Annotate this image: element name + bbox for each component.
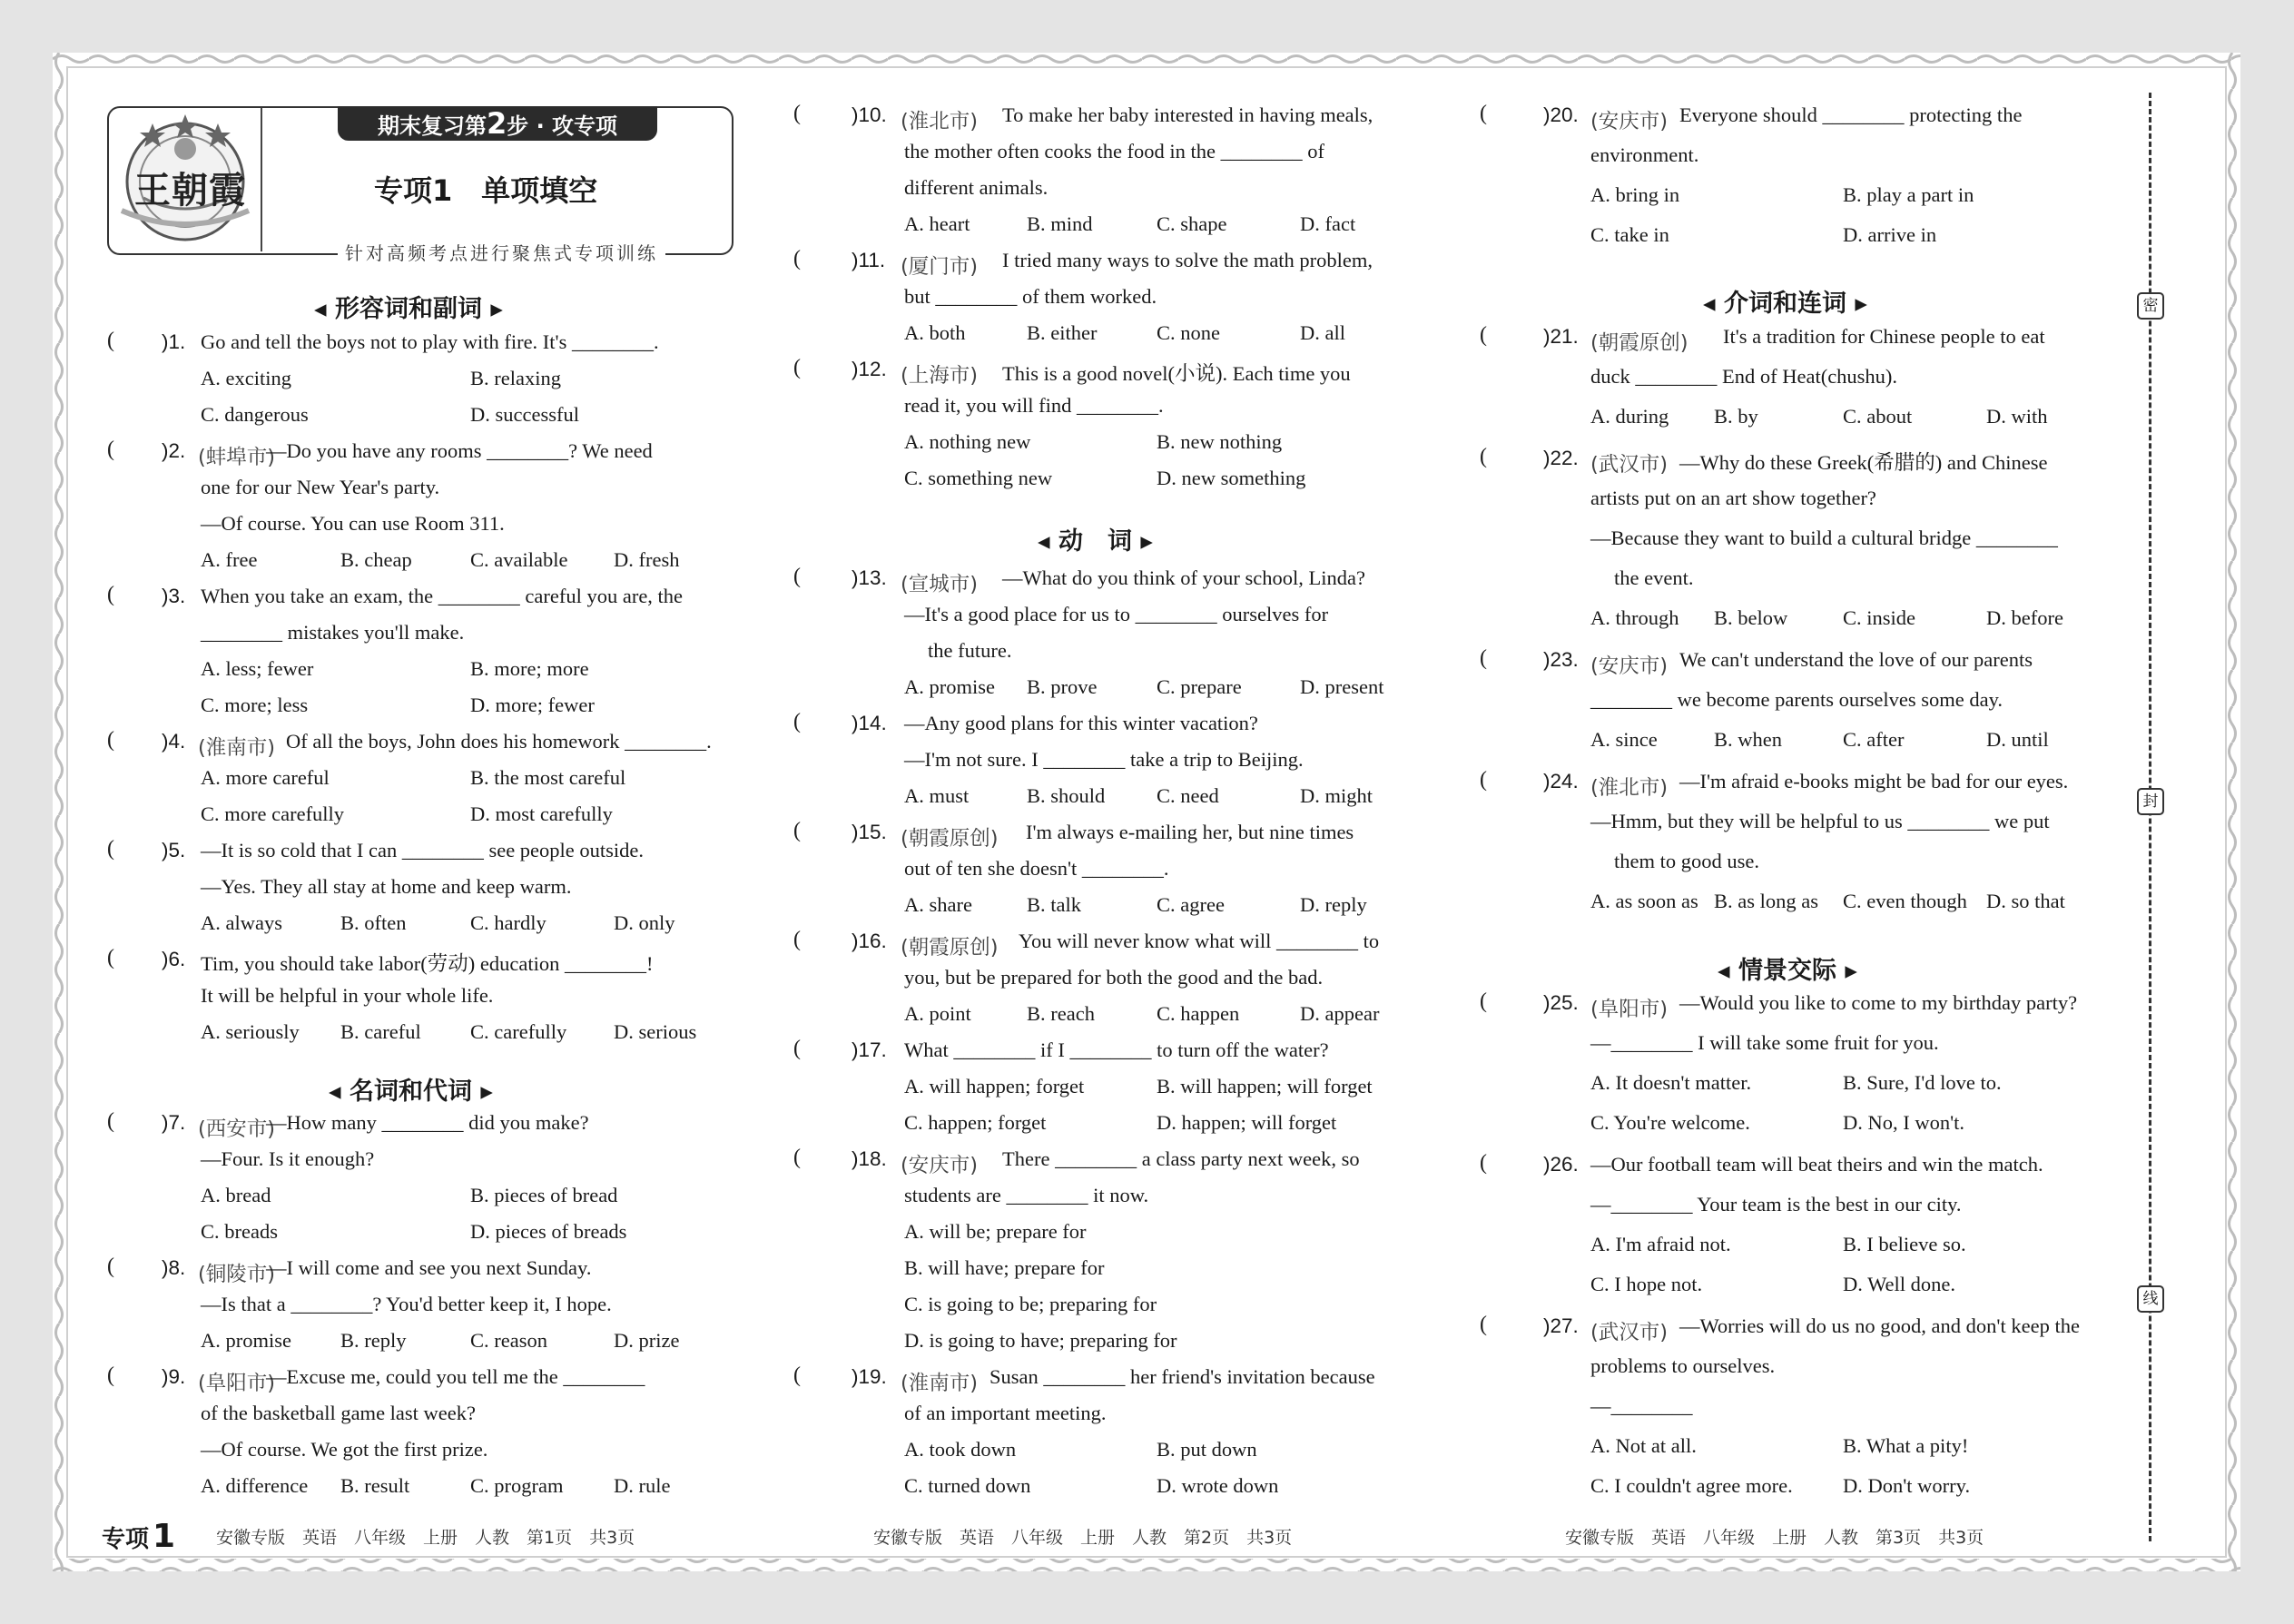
footer-label: 专项 1 <box>102 1518 176 1555</box>
question-number: )15. <box>852 821 887 843</box>
answer-slot[interactable]: ( <box>107 1255 114 1278</box>
answer-slot[interactable]: ( <box>1480 445 1487 468</box>
option[interactable]: D. wrote down <box>1157 1474 1279 1497</box>
question-number: )22. <box>1543 447 1579 469</box>
question-source: (武汉市) <box>1590 453 1669 477</box>
question-text: but ________ of them worked. <box>904 285 1157 308</box>
option[interactable]: C. happen; forget <box>904 1111 1047 1134</box>
question-number: )18. <box>852 1147 887 1170</box>
option[interactable]: A. exciting <box>201 367 291 389</box>
question-number: )19. <box>852 1365 887 1388</box>
banner-step: 2 <box>486 106 507 141</box>
question-text: We can't understand the love of our parents <box>1679 648 2033 671</box>
question-text: —Would you like to come to my birthday party? <box>1679 991 2078 1014</box>
option[interactable]: B. will have; prepare for <box>904 1256 1105 1279</box>
option[interactable]: B. play a part in <box>1843 183 1974 206</box>
answer-slot[interactable]: ( <box>1480 1313 1487 1336</box>
option[interactable]: D. appear <box>1300 1002 1380 1025</box>
question-text: Go and tell the boys not to play with fire. It's ________. <box>201 330 659 353</box>
option[interactable]: C. inside <box>1843 606 1916 629</box>
answer-slot[interactable]: ( <box>1480 102 1487 125</box>
question-text: —Worries will do us no good, and don't keep the <box>1679 1314 2080 1337</box>
answer-slot[interactable]: ( <box>1480 768 1487 792</box>
option[interactable]: A. promise <box>904 675 995 698</box>
option[interactable]: B. often <box>340 911 407 934</box>
option[interactable]: A. Not at all. <box>1590 1434 1697 1457</box>
option[interactable]: D. is going to have; preparing for <box>904 1329 1177 1352</box>
option[interactable]: D. No, I won't. <box>1843 1111 1965 1134</box>
question-number: )27. <box>1543 1314 1579 1337</box>
question-text: —Of course. We got the first prize. <box>201 1438 488 1461</box>
answer-slot[interactable]: ( <box>1480 1151 1487 1175</box>
footer-page-2: 安徽专版 英语 八年级 上册 人教 第2页 共3页 <box>873 1528 1293 1548</box>
option[interactable]: C. reason <box>470 1329 547 1352</box>
answer-slot[interactable]: ( <box>793 356 801 379</box>
option[interactable]: C. I hope not. <box>1590 1273 1703 1295</box>
answer-slot[interactable]: ( <box>793 819 801 842</box>
option[interactable]: A. heart <box>904 212 970 235</box>
option[interactable]: C. happen <box>1157 1002 1240 1025</box>
option[interactable]: B. the most careful <box>470 766 626 789</box>
question-text: —How many ________ did you make? <box>266 1111 589 1134</box>
question-number: )4. <box>162 730 186 753</box>
option[interactable]: B. either <box>1027 321 1098 344</box>
option[interactable]: A. It doesn't matter. <box>1590 1071 1752 1094</box>
option[interactable]: A. both <box>904 321 966 344</box>
option[interactable]: D. until <box>1986 728 2049 751</box>
question-number: )6. <box>162 948 186 970</box>
option[interactable]: D. reply <box>1300 893 1367 916</box>
question-source: (淮南市) <box>198 736 276 760</box>
option[interactable]: D. Don't worry. <box>1843 1474 1971 1497</box>
seal-mark: 线 <box>2137 1285 2164 1313</box>
answer-slot[interactable]: ( <box>107 946 114 969</box>
option[interactable]: B. result <box>340 1474 410 1497</box>
question-source: (安庆市) <box>901 1154 979 1177</box>
header-divider <box>261 108 262 251</box>
question-text: different animals. <box>904 176 1049 199</box>
option[interactable]: B. as long as <box>1714 890 1818 912</box>
question-text: —Excuse me, could you tell me the ________ <box>266 1365 645 1388</box>
question-text: ________ mistakes you'll make. <box>201 621 465 644</box>
option[interactable]: D. fresh <box>614 548 680 571</box>
option[interactable]: D. rule <box>614 1474 671 1497</box>
section-verb: ◂ 动 词 ▸ <box>1038 527 1153 556</box>
question-text: —Of course. You can use Room 311. <box>201 512 505 535</box>
question-text: one for our New Year's party. <box>201 476 440 498</box>
question-number: )8. <box>162 1256 186 1279</box>
answer-slot[interactable]: ( <box>793 102 801 125</box>
answer-slot[interactable]: ( <box>107 1363 114 1387</box>
option[interactable]: D. with <box>1986 405 2048 428</box>
question-source: (厦门市) <box>901 255 979 279</box>
option[interactable]: D. pieces of breads <box>470 1220 627 1243</box>
option[interactable]: C. prepare <box>1157 675 1242 698</box>
question-source: (朝霞原创) <box>901 936 999 960</box>
answer-slot[interactable]: ( <box>107 583 114 606</box>
option[interactable]: A. seriously <box>201 1020 300 1043</box>
option[interactable]: B. cheap <box>340 548 412 571</box>
option[interactable]: B. I believe so. <box>1843 1233 1966 1255</box>
question-text: of the basketball game last week? <box>201 1402 477 1424</box>
answer-slot[interactable]: ( <box>1480 323 1487 347</box>
question-text: Everyone should ________ protecting the <box>1679 103 2023 126</box>
page-title: 专项1 单项填空 <box>374 173 598 208</box>
option[interactable]: D. present <box>1300 675 1384 698</box>
option[interactable]: B. relaxing <box>470 367 561 389</box>
question-text: environment. <box>1590 143 1699 166</box>
question-text: the mother often cooks the food in the ________ of <box>904 140 1325 162</box>
question-text: I'm always e-mailing her, but nine times <box>1026 821 1354 843</box>
option[interactable]: B. below <box>1714 606 1788 629</box>
question-number: )25. <box>1543 991 1579 1014</box>
question-text: —What do you think of your school, Linda? <box>1002 566 1365 589</box>
question-source: (蚌埠市) <box>198 446 276 469</box>
question-text: of an important meeting. <box>904 1402 1107 1424</box>
answer-slot[interactable]: ( <box>793 247 801 271</box>
question-text: —Why do these Greek(希腊的) and Chinese <box>1679 451 2048 474</box>
footer-page-3: 安徽专版 英语 八年级 上册 人教 第3页 共3页 <box>1565 1528 1984 1548</box>
question-text: —________ <box>1590 1394 1693 1417</box>
option[interactable]: D. Well done. <box>1843 1273 1956 1295</box>
subtitle: 针对高频考点进行聚焦式专项训练 <box>338 239 665 265</box>
answer-slot[interactable]: ( <box>107 1109 114 1133</box>
section-title: 介词和连词 <box>1723 290 1846 318</box>
option[interactable]: D. new something <box>1157 467 1306 489</box>
answer-slot[interactable]: ( <box>107 329 114 352</box>
option[interactable]: C. is going to be; preparing for <box>904 1293 1157 1315</box>
option[interactable]: C. after <box>1843 728 1905 751</box>
option[interactable]: D. might <box>1300 784 1373 807</box>
option[interactable]: C. more; less <box>201 694 309 716</box>
question-text: read it, you will find ________. <box>904 394 1164 417</box>
option[interactable]: D. fact <box>1300 212 1356 235</box>
question-number: )1. <box>162 330 186 353</box>
option[interactable]: C. need <box>1157 784 1219 807</box>
question-number: )12. <box>852 358 887 380</box>
seal-mark: 封 <box>2137 788 2164 815</box>
question-number: )10. <box>852 103 887 126</box>
option[interactable]: D. happen; will forget <box>1157 1111 1337 1134</box>
option[interactable]: B. by <box>1714 405 1758 428</box>
option[interactable]: D. prize <box>614 1329 680 1352</box>
question-number: )21. <box>1543 325 1579 348</box>
question-text: —Hmm, but they will be helpful to us ________ we put <box>1590 810 2050 832</box>
answer-slot[interactable]: ( <box>793 1146 801 1169</box>
question-text: the event. <box>1614 566 1694 589</box>
option[interactable]: A. will be; prepare for <box>904 1220 1087 1243</box>
footer-page-1: 安徽专版 英语 八年级 上册 人教 第1页 共3页 <box>216 1528 635 1548</box>
question-number: )17. <box>852 1038 887 1061</box>
option[interactable]: C. available <box>470 548 568 571</box>
answer-slot[interactable]: ( <box>107 728 114 752</box>
question-text: —Any good plans for this winter vacation? <box>904 712 1258 734</box>
option[interactable]: A. as soon as <box>1590 890 1698 912</box>
question-source: (武汉市) <box>1590 1321 1669 1344</box>
question-text: —It's a good place for us to ________ ourselves for <box>904 603 1329 625</box>
question-number: )3. <box>162 585 186 607</box>
question-number: )14. <box>852 712 887 734</box>
option[interactable]: A. promise <box>201 1329 291 1352</box>
answer-slot[interactable]: ( <box>793 1037 801 1060</box>
option[interactable]: C. take in <box>1590 223 1669 246</box>
option[interactable]: B. mind <box>1027 212 1093 235</box>
question-text: —Because they want to build a cultural bridge ________ <box>1590 527 2058 549</box>
question-number: )13. <box>852 566 887 589</box>
option[interactable]: B. should <box>1027 784 1106 807</box>
option[interactable]: C. even though <box>1843 890 1967 912</box>
question-text: When you take an exam, the ________ careful you are, the <box>201 585 684 607</box>
question-text: It's a tradition for Chinese people to eat <box>1723 325 2045 348</box>
option[interactable]: A. point <box>904 1002 971 1025</box>
option[interactable]: A. bring in <box>1590 183 1680 206</box>
option[interactable]: C. I couldn't agree more. <box>1590 1474 1793 1497</box>
question-text: —Four. Is it enough? <box>201 1147 375 1170</box>
answer-slot[interactable]: ( <box>107 438 114 461</box>
question-text: —I'm afraid e-books might be bad for our eyes. <box>1679 770 2069 792</box>
question-text: —I will come and see you next Sunday. <box>266 1256 592 1279</box>
question-text: students are ________ it now. <box>904 1184 1149 1206</box>
option[interactable]: C. more carefully <box>201 802 345 825</box>
question-number: )7. <box>162 1111 186 1134</box>
option[interactable]: B. reply <box>340 1329 407 1352</box>
option[interactable]: A. through <box>1590 606 1679 629</box>
option[interactable]: B. reach <box>1027 1002 1095 1025</box>
question-text: —Yes. They all stay at home and keep warm. <box>201 875 572 898</box>
answer-slot[interactable]: ( <box>793 565 801 588</box>
question-number: )2. <box>162 439 186 462</box>
question-number: )5. <box>162 839 186 861</box>
seal-mark: 密 <box>2137 292 2164 320</box>
option[interactable]: B. put down <box>1157 1438 1257 1461</box>
option[interactable]: C. carefully <box>470 1020 567 1043</box>
question-source: (朝霞原创) <box>1590 331 1689 355</box>
option[interactable]: D. before <box>1986 606 2063 629</box>
question-text: them to good use. <box>1614 850 1759 872</box>
option[interactable]: C. agree <box>1157 893 1225 916</box>
question-text: To make her baby interested in having meals, <box>1002 103 1373 126</box>
question-source: (阜阳市) <box>198 1372 276 1395</box>
option[interactable]: D. arrive in <box>1843 223 1937 246</box>
question-source: (上海市) <box>901 364 979 388</box>
question-text: ________ we become parents ourselves some day. <box>1590 688 2004 711</box>
question-source: (宣城市) <box>901 573 979 596</box>
option[interactable]: A. share <box>904 893 972 916</box>
option[interactable]: C. about <box>1843 405 1913 428</box>
question-number: )20. <box>1543 103 1579 126</box>
banner-text: 期末复习第 <box>377 113 487 139</box>
option[interactable]: B. Sure, I'd love to. <box>1843 1071 2002 1094</box>
option[interactable]: C. breads <box>201 1220 278 1243</box>
option[interactable]: C. hardly <box>470 911 546 934</box>
question-text: —Our football team will beat theirs and win the match. <box>1590 1153 2043 1176</box>
option[interactable]: D. all <box>1300 321 1345 344</box>
question-text: artists put on an art show together? <box>1590 487 1876 509</box>
question-text: You will never know what will ________ to <box>1019 930 1380 952</box>
option[interactable]: A. I'm afraid not. <box>1590 1233 1731 1255</box>
option[interactable]: A. always <box>201 911 282 934</box>
question-source: (淮北市) <box>1590 776 1669 800</box>
option[interactable]: A. since <box>1590 728 1658 751</box>
section-noun-pron: ◂ 名词和代词 ▸ <box>329 1078 493 1106</box>
answer-slot[interactable]: ( <box>1480 989 1487 1013</box>
option[interactable]: B. more; more <box>470 657 589 680</box>
question-text: —It is so cold that I can ________ see people outside. <box>201 839 645 861</box>
option[interactable]: B. pieces of bread <box>470 1184 618 1206</box>
question-source: (朝霞原创) <box>901 827 999 851</box>
option[interactable]: D. serious <box>614 1020 697 1043</box>
question-text: —________ I will take some fruit for you. <box>1590 1031 1939 1054</box>
question-source: (安庆市) <box>1590 655 1669 678</box>
logo-text: 王朝霞 <box>134 169 246 212</box>
option[interactable]: B. What a pity! <box>1843 1434 1969 1457</box>
question-number: )23. <box>1543 648 1579 671</box>
option[interactable]: B. talk <box>1027 893 1081 916</box>
option[interactable]: D. successful <box>470 403 579 426</box>
answer-slot[interactable]: ( <box>1480 646 1487 670</box>
option[interactable]: C. shape <box>1157 212 1227 235</box>
option[interactable]: A. nothing new <box>904 430 1031 453</box>
answer-slot[interactable]: ( <box>793 928 801 951</box>
question-number: )11. <box>852 249 886 271</box>
question-text: I tried many ways to solve the math problem, <box>1002 249 1373 271</box>
answer-slot[interactable]: ( <box>793 710 801 733</box>
question-text: —________ Your team is the best in our city. <box>1590 1193 1962 1216</box>
question-number: )26. <box>1543 1153 1579 1176</box>
option[interactable]: A. free <box>201 548 258 571</box>
option[interactable]: A. less; fewer <box>201 657 314 680</box>
option[interactable]: B. when <box>1714 728 1782 751</box>
section-title: 情景交际 <box>1738 957 1836 985</box>
question-text: —I'm not sure. I ________ take a trip to Beijing. <box>904 748 1304 771</box>
option[interactable]: A. difference <box>201 1474 309 1497</box>
banner-text-post: 步 · 攻专项 <box>507 113 618 139</box>
option[interactable]: A. took down <box>904 1438 1017 1461</box>
option[interactable]: B. careful <box>340 1020 421 1043</box>
option[interactable]: A. more careful <box>201 766 330 789</box>
option[interactable]: D. only <box>614 911 675 934</box>
question-text: There ________ a class party next week, so <box>1002 1147 1360 1170</box>
option[interactable]: A. will happen; forget <box>904 1075 1085 1097</box>
section-prep-conj: ◂ 介词和连词 ▸ <box>1703 290 1867 318</box>
option[interactable]: C. dangerous <box>201 403 309 426</box>
section-adj-adv: ◂ 形容词和副词 ▸ <box>314 295 503 323</box>
section-title: 形容词和副词 <box>334 295 482 323</box>
question-source: (安庆市) <box>1590 110 1669 133</box>
question-text: Susan ________ her friend's invitation because <box>989 1365 1375 1388</box>
question-text: out of ten she doesn't ________. <box>904 857 1169 880</box>
question-text: —Is that a ________? You'd better keep it, I hope. <box>201 1293 612 1315</box>
banner <box>338 106 657 141</box>
question-number: )9. <box>162 1365 186 1388</box>
question-text: Of all the boys, John does his homework ________. <box>286 730 712 753</box>
option[interactable]: C. something new <box>904 467 1053 489</box>
question-text: It will be helpful in your whole life. <box>201 984 494 1007</box>
question-number: )24. <box>1543 770 1579 792</box>
question-text: you, but be prepared for both the good and the bad. <box>904 966 1324 989</box>
option[interactable]: B. new nothing <box>1157 430 1283 453</box>
option[interactable]: B. prove <box>1027 675 1098 698</box>
option[interactable]: D. most carefully <box>470 802 613 825</box>
question-text: problems to ourselves. <box>1590 1354 1776 1377</box>
question-text: duck ________ End of Heat(chushu). <box>1590 365 1898 388</box>
option[interactable]: A. during <box>1590 405 1669 428</box>
question-source: (西安市) <box>198 1117 276 1141</box>
option[interactable]: C. none <box>1157 321 1220 344</box>
section-situational: ◂ 情景交际 ▸ <box>1718 957 1857 985</box>
option[interactable]: A. must <box>904 784 970 807</box>
question-text: Tim, you should take labor(劳动) education ________! <box>201 952 654 975</box>
question-text: the future. <box>928 639 1012 662</box>
question-source: (铜陵市) <box>198 1263 276 1286</box>
question-source: (淮南市) <box>901 1372 979 1395</box>
option[interactable]: A. bread <box>201 1184 271 1206</box>
question-number: )16. <box>852 930 887 952</box>
option[interactable]: C. You're welcome. <box>1590 1111 1750 1134</box>
question-source: (淮北市) <box>901 110 979 133</box>
section-title: 动 词 <box>1058 527 1132 556</box>
question-text: What ________ if I ________ to turn off the water? <box>904 1038 1329 1061</box>
question-source: (阜阳市) <box>1590 998 1669 1021</box>
answer-slot[interactable]: ( <box>107 837 114 861</box>
question-text: This is a good novel(小说). Each time you <box>1002 362 1351 385</box>
section-title: 名词和代词 <box>349 1078 472 1106</box>
answer-slot[interactable]: ( <box>793 1363 801 1387</box>
option[interactable]: C. turned down <box>904 1474 1031 1497</box>
option[interactable]: D. so that <box>1986 890 2065 912</box>
option[interactable]: D. more; fewer <box>470 694 595 716</box>
option[interactable]: B. will happen; will forget <box>1157 1075 1373 1097</box>
question-text: —Do you have any rooms ________? We need <box>266 439 653 462</box>
option[interactable]: C. program <box>470 1474 564 1497</box>
